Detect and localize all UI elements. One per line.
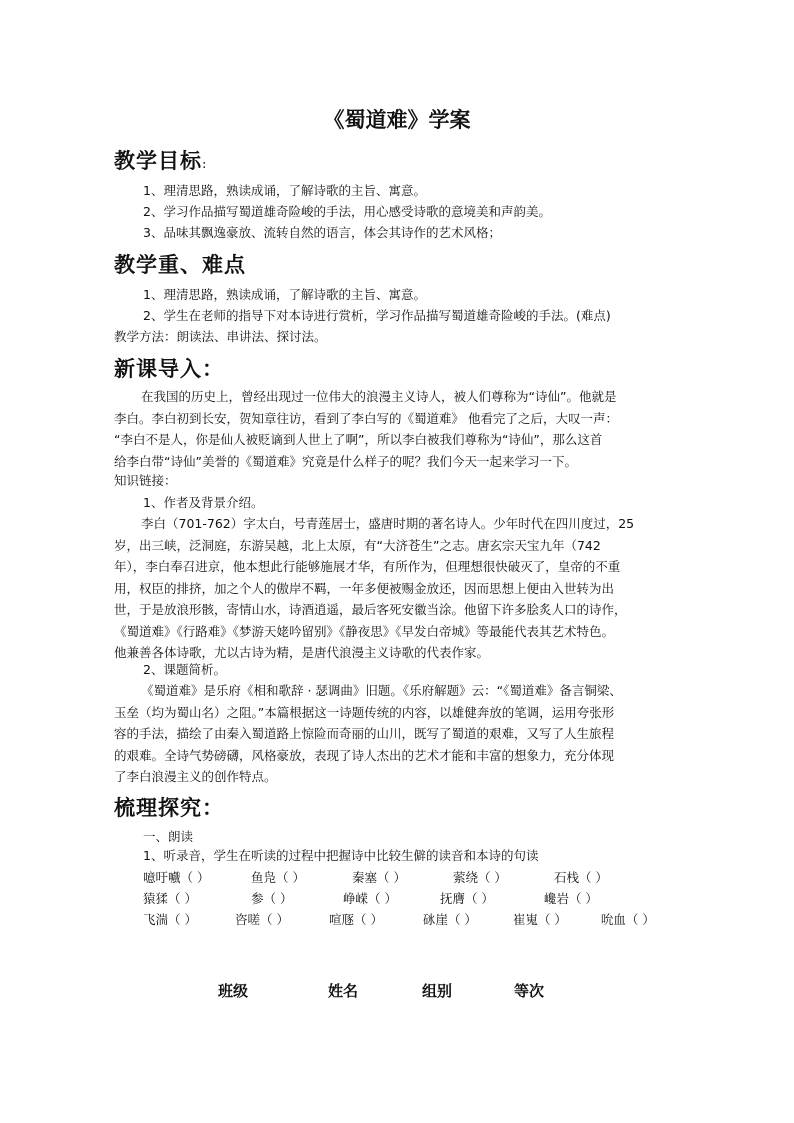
author-line: 李白（701-762）字太白，号青莲居士，盛唐时期的著名诗人。少年时代在四川度过，25 — [141, 516, 635, 531]
pinyin-row-3 — [143, 910, 655, 928]
pinyin-item: 巉岩（ ） — [543, 891, 598, 906]
author-line: 岁，出三峡，泛洞庭，东游吴越，北上太原，有“大济苍生”之志。唐玄宗天宝九年（742 — [114, 537, 601, 553]
pinyin-row-2 — [143, 889, 598, 907]
section-heading-goals — [114, 145, 207, 175]
topic-line: 了李白浪漫主义的创作特点。 — [114, 769, 277, 784]
group-label: 组别 — [422, 982, 453, 1000]
knowledge-link-label: 知识链接： — [114, 473, 177, 488]
pinyin-item: 咨嗟（ ） — [234, 912, 289, 927]
topic-line: 玉垒（均为蜀山名）之阻。”本篇根据这一诗题传统的内容，以雄健奔放的笔调，运用夸张形 — [114, 704, 615, 720]
pinyin-item: 参（ ） — [250, 891, 293, 906]
goal-item-1: 1、理清思路，熟读成诵，了解诗歌的主旨、寓意。 — [143, 183, 426, 198]
explore-sub-listen: 1、听录音，学生在听读的过程中把握诗中比较生僻的读音和本诗的句读 — [143, 848, 539, 863]
author-line: 他兼善各体诗歌，尤以古诗为精，是唐代浪漫主义诗歌的代表作家。 — [114, 645, 490, 660]
keypoint-item-1: 1、理清思路，熟读成诵，了解诗歌的主旨、寓意。 — [143, 287, 426, 302]
goals-heading-colon: : — [202, 157, 208, 172]
author-line: 世，于是放浪形骸，寄情山水，诗酒逍遥，最后客死安徽当涂。他留下许多脍炙人口的诗作， — [114, 602, 627, 617]
topic-paragraph — [114, 680, 679, 788]
pinyin-item: 峥嵘（ ） — [342, 891, 397, 906]
goal-item-2: 2、学习作品描写蜀道雄奇险峻的手法，用心感受诗歌的意境美和声韵美。 — [143, 204, 551, 219]
pinyin-item: 吮血（ ） — [600, 912, 655, 927]
author-paragraph — [114, 513, 679, 664]
author-line: 用，权臣的排挤，加之个人的傲岸不羁，一年多便被赐金放还，因而思想上便由入世转为出 — [114, 580, 615, 596]
intro-line: 给李白带“诗仙”美誉的《蜀道难》究竟是什么样子的呢？我们今天一起来学习一下。 — [114, 453, 577, 469]
pinyin-item: 秦塞（ ） — [351, 870, 406, 885]
pinyin-item: 噫吁嚱（ ） — [143, 870, 210, 885]
author-background-label: 1、作者及背景介绍。 — [143, 495, 264, 510]
goal-item-3: 3、品味其飘逸豪放、流转自然的语言，体会其诗作的艺术风格； — [143, 225, 501, 240]
pinyin-item: 砯崖（ ） — [422, 912, 477, 927]
explore-sub-reading: 一、朗读 — [143, 829, 194, 844]
topic-analysis-label: 2、课题简析。 — [143, 662, 226, 677]
pinyin-item: 喧豗（ ） — [328, 912, 383, 927]
rank-label: 等次 — [514, 982, 545, 1000]
pinyin-item: 崔嵬（ ） — [512, 912, 567, 927]
pinyin-item: 鱼凫（ ） — [250, 870, 305, 885]
class-label: 班级 — [218, 982, 249, 1000]
topic-line: 的艰难。全诗气势磅礴，风格豪放，表现了诗人杰出的艺术才能和丰富的想象力，充分体现 — [114, 747, 615, 763]
topic-line: 容的手法，描绘了由秦入蜀道路上惊险而奇丽的山川，既写了蜀道的艰难，又写了人生旅程 — [114, 726, 615, 741]
pinyin-item: 石栈（ ） — [553, 870, 608, 885]
pinyin-item: 猿猱（ ） — [143, 891, 197, 906]
name-label: 姓名 — [328, 982, 359, 1000]
topic-line: 《蜀道难》是乐府《相和歌辞 · 瑟调曲》旧题。《乐府解题》云：“《蜀道难》备言铜梁、 — [141, 683, 622, 698]
intro-line: “李白不是人，你是仙人被贬谪到人世上了啊”，所以李白被我们尊称为“诗仙”，那么这首 — [114, 432, 603, 447]
teaching-methods: 教学方法：朗读法、串讲法、探讨法。 — [114, 329, 327, 344]
pinyin-row-1 — [143, 868, 608, 886]
intro-line: 李白。李白初到长安，贺知章往访，看到了李白写的《蜀道难》 他看完了之后，大叹一声： — [114, 410, 618, 426]
section-heading-keypoints: 教学重、难点 — [114, 252, 246, 277]
pinyin-item: 萦绕（ ） — [452, 870, 507, 885]
intro-line: 在我国的历史上，曾经出现过一位伟大的浪漫主义诗人，被人们尊称为“诗仙”。他就是 — [141, 389, 617, 404]
intro-paragraph — [114, 386, 679, 472]
pinyin-item: 抚膺（ ） — [439, 891, 494, 906]
section-heading-intro: 新课导入： — [114, 356, 224, 381]
author-line: 年），李白奉召进京，他本想此行能够施展才华，有所作为，但理想很快破灭了，皇帝的不重 — [114, 559, 621, 574]
keypoint-item-2: 2、学生在老师的指导下对本诗进行赏析，学习作品描写蜀道雄奇险峻的手法。(难点) — [143, 308, 611, 323]
section-heading-explore: 梳理探究： — [114, 795, 224, 820]
goals-heading-text: 教学目标 — [114, 148, 202, 173]
page-title: 《蜀道难》学案 — [323, 107, 471, 132]
pinyin-item: 飞湍（ ） — [143, 912, 197, 927]
author-line: 《蜀道难》《行路难》《梦游天姥吟留别》《静夜思》《早发白帝城》等最能代表其艺术特色。 — [114, 623, 615, 639]
